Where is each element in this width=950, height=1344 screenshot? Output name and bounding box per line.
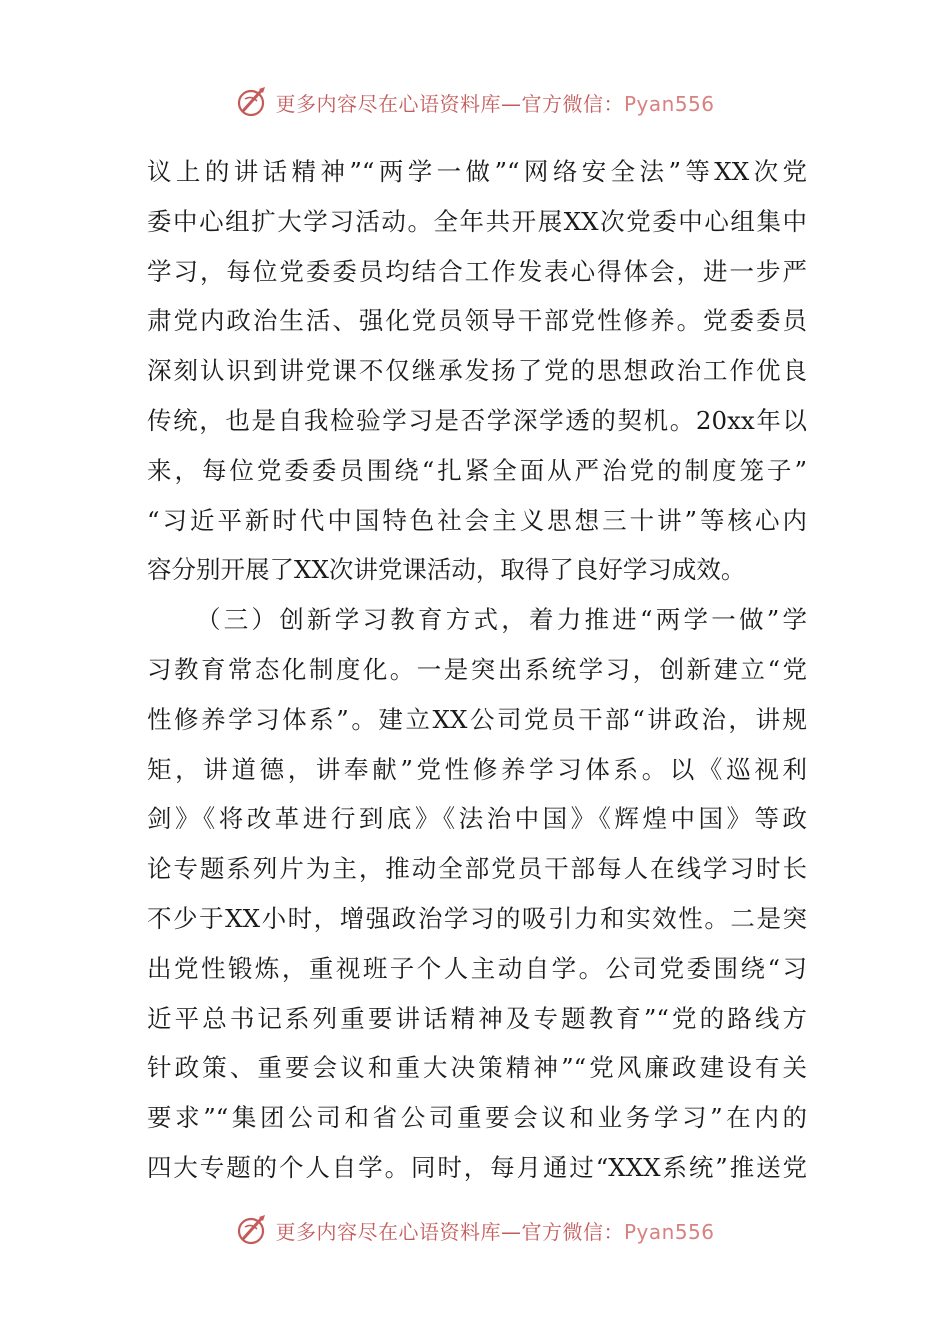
watermark-handle: Pyan556: [623, 91, 715, 116]
text-line-11: 习教育常态化制度化。一是突出系统学习，创新建立“党: [147, 654, 807, 684]
text-line-12: 性修养学习体系”。建立XX公司党员干部“讲政治，讲规: [147, 704, 807, 734]
watermark-text: 更多内容尽在心语资料库—官方微信：Pyan556: [275, 91, 715, 116]
text-line-19: 针政策、重要会议和重大决策精神”“党风廉政建设有关: [147, 1053, 807, 1083]
text-line-17: 出党性锻炼，重视班子个人主动自学。公司党委围绕“习: [147, 953, 807, 983]
pen-logo-icon: [235, 1213, 269, 1247]
text-line-2: 委中心组扩大学习活动。全年共开展XX次党委中心组集中: [147, 206, 807, 236]
text-line-21: 四大专题的个人自学。同时，每月通过“XXX系统”推送党: [147, 1152, 807, 1182]
footer-watermark: [0, 1210, 950, 1250]
text-line-3: 学习，每位党委委员均结合工作发表心得体会，进一步严: [147, 256, 807, 286]
document-body: [147, 147, 807, 1193]
text-line-8: “习近平新时代中国特色社会主义思想三十讲”等核心内: [147, 505, 807, 535]
text-line-6: 传统，也是自我检验学习是否学深学透的契机。20xx年以: [147, 405, 807, 435]
text-line-7: 来，每位党委委员围绕“扎紧全面从严治党的制度笼子”: [147, 455, 807, 485]
text-line-1: 议上的讲话精神”“两学一做”“网络安全法”等XX次党: [147, 157, 807, 186]
text-line-15: 论专题系列片为主，推动全部党员干部每人在线学习时长: [147, 854, 807, 884]
text-line-13: 矩，讲道德，讲奉献”党性修养学习体系。以《巡视利: [147, 754, 807, 784]
text-line-20: 要求”“集团公司和省公司重要会议和业务学习”在内的: [147, 1103, 807, 1133]
text-line-16: 不少于XX小时，增强政治学习的吸引力和实效性。二是突: [147, 903, 807, 933]
watermark-text: 更多内容尽在心语资料库—官方微信：Pyan556: [275, 1219, 715, 1244]
text-line-18: 近平总书记系列重要讲话精神及专题教育”“党的路线方: [147, 1003, 807, 1033]
text-line-14: 剑》《将改革进行到底》《法治中国》《辉煌中国》等政: [147, 804, 807, 834]
pen-logo-icon: [235, 85, 269, 119]
text-line-9: 容分别开展了XX次讲党课活动，取得了良好学习成效。: [147, 555, 746, 585]
text-line-10: （三）创新学习教育方式，着力推进“两学一做”学: [196, 605, 807, 635]
text-line-5: 深刻认识到讲党课不仅继承发扬了党的思想政治工作优良: [147, 356, 807, 386]
text-line-4: 肃党内政治生活、强化党员领导干部党性修养。党委委员: [147, 306, 807, 336]
watermark-handle: Pyan556: [623, 1219, 715, 1244]
header-watermark: [0, 82, 950, 122]
